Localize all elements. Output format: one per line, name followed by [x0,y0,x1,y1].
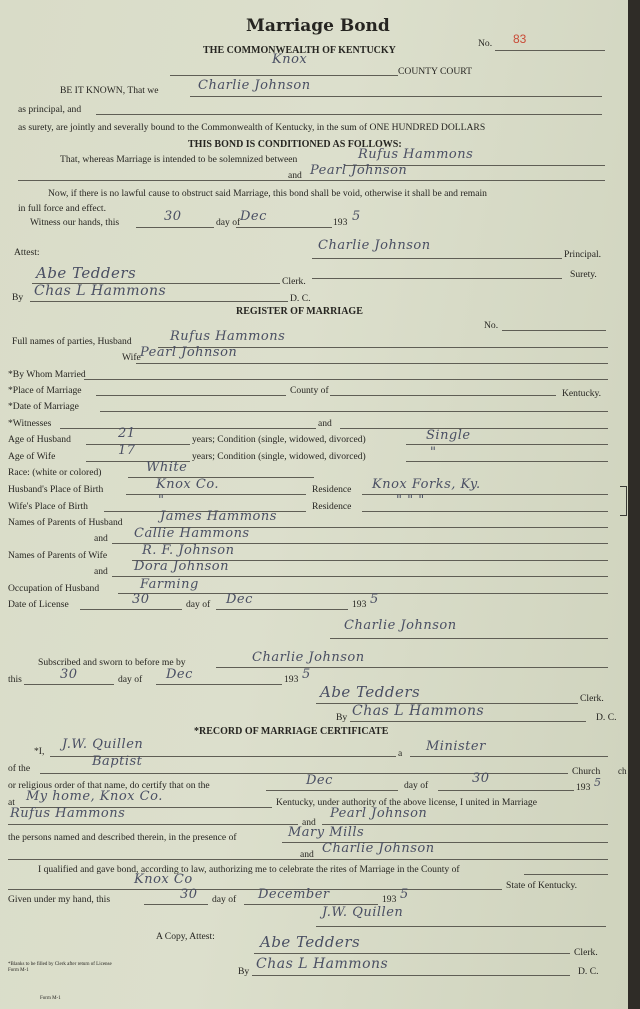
wife-birth-label: Wife's Place of Birth [8,501,88,512]
given-label: Given under my hand, this [8,894,111,905]
clerk-label: Clerk. [282,276,306,287]
line [136,227,214,228]
full-force-text: in full force and effect. [18,203,106,214]
line [236,227,332,228]
line [100,411,608,412]
bond-number: 83 [513,32,527,46]
license-month: Dec [226,592,253,607]
parent-h1: James Hammons [160,509,277,524]
applicant-signature: Charlie Johnson [344,618,457,633]
cert-and: and [302,817,316,828]
now-if-text: Now, if there is no lawful cause to obstruct said Marriage, this bond shall be void, otherwise it shall be and remain [48,188,487,199]
as-principal: as principal, and [18,104,82,115]
line [410,756,608,757]
bond-party2: Pearl Johnson [310,163,408,178]
line [126,494,306,495]
year-digit: 5 [352,209,361,224]
cert-day-of: day of [404,780,429,791]
husband-birth: Knox Co. [156,477,220,492]
subscribed-label: Subscribed and sworn to before me by [38,657,186,668]
line [136,363,608,364]
sworn-year-prefix: 193 [284,674,299,685]
sworn-day: 30 [60,667,78,682]
condition-husband: Single [426,428,471,443]
husband-birth-label: Husband's Place of Birth [8,484,104,495]
parents-wife-label: Names of Parents of Wife [8,550,108,561]
given-month: December [258,887,330,902]
occupation: Farming [140,577,199,592]
register-by: By [336,712,348,723]
parents-husband-label: Names of Parents of Husband [8,517,123,528]
given-day-of: day of [212,894,237,905]
race-label: Race: (white or colored) [8,467,102,478]
sworn-this: this [8,674,22,685]
margin-text: ch [618,766,627,776]
of-the-label: of the [8,763,31,774]
county-handwritten: Knox [272,52,308,67]
bond-no-line [495,50,605,51]
kentucky-label: Kentucky. [562,388,602,399]
parent-w2: Dora Johnson [134,559,230,574]
cert-location: My home, Knox Co. [26,789,163,804]
parent-w1: R. F. Johnson [142,543,235,558]
line [8,859,608,860]
at-label: at [8,797,15,808]
line [156,684,282,685]
condition-label: years; Condition (single, widowed, divorced) [192,434,366,445]
cert-witness2: Charlie Johnson [322,841,435,856]
page-edge-shadow [628,0,640,1009]
sworn-day-of: day of [118,674,143,685]
that-whereas: That, whereas Marriage is intended to be solemnized between [60,154,298,165]
register-heading: REGISTER OF MARRIAGE [236,306,363,317]
margin-bracket [620,486,627,516]
line [312,258,562,259]
register-clerk-label: Clerk. [580,693,604,704]
line [252,975,570,976]
wife-name: Pearl Johnson [140,345,238,360]
cert-dc-label: D. C. [578,966,599,977]
cert-county: Knox Co [134,872,193,887]
bond-clerk-name: Abe Tedders [36,264,137,282]
register-no-label: No. [484,320,499,331]
line [330,638,608,639]
officiant-title: Minister [426,739,486,754]
line [438,790,574,791]
register-dc-name: Chas L Hammons [352,703,485,719]
document-title: Marriage Bond [246,16,390,36]
sworn-year-digit: 5 [302,667,311,682]
place-label: *Place of Marriage [8,385,82,396]
by-whom-label: *By Whom Married [8,369,86,380]
witness-and: and [300,849,314,860]
day-of: day of [216,217,241,228]
witness-hands: Witness our hands, this [30,217,120,228]
officiant-name: J.W. Quillen [62,737,144,752]
condition-label-wife: years; Condition (single, widowed, divorced) [192,451,366,462]
certificate-heading: *RECORD OF MARRIAGE CERTIFICATE [194,726,389,737]
wife-residence: " " " [396,493,425,508]
race-value: White [146,460,188,475]
principal-label: Principal. [564,249,602,260]
line [8,889,502,890]
line [362,511,608,512]
cert-a: a [398,748,403,759]
line [254,953,570,954]
cert-witness1: Mary Mills [288,825,365,840]
county-line [170,75,398,76]
residence-label: Residence [312,484,352,495]
state-of-kentucky: State of Kentucky. [506,880,578,891]
line [316,926,606,927]
bond-day: 30 [164,209,182,224]
officiant-signature: J.W. Quillen [322,905,404,920]
husband-residence: Knox Forks, Ky. [372,477,481,492]
line [80,609,182,610]
condition-wife: " [430,445,437,460]
register-dc-label: D. C. [596,712,617,723]
persons-named-text: the persons named and described therein, in the presence of [8,832,237,843]
cert-by: By [238,966,250,977]
line [312,278,562,279]
license-year-digit: 5 [370,592,379,607]
parents-husband-and: and [94,533,108,544]
by-label: By [12,292,24,303]
parent-h2: Callie Hammons [134,526,250,541]
year-prefix: 193 [333,217,348,228]
footer-note-1: *Blanks to be filled by Clerk after return of License [8,962,112,967]
line [118,593,608,594]
cert-i: *I, [34,746,45,757]
county-of-label: County of [290,385,329,396]
line [322,824,608,825]
cert-day: 30 [472,771,490,786]
given-year-digit: 5 [400,887,409,902]
parents-wife-and: and [94,566,108,577]
line [216,609,348,610]
given-day: 30 [180,887,198,902]
be-it-known: BE IT KNOWN, That we [60,85,159,96]
line [144,904,208,905]
line [24,684,114,685]
line [190,96,602,97]
husband-name: Rufus Hammons [170,329,286,344]
date-marriage-label: *Date of Marriage [8,401,79,412]
license-day: 30 [132,592,150,607]
age-wife-label: Age of Wife [8,451,56,462]
line [96,114,602,115]
age-wife: 17 [118,443,136,458]
cert-clerk-label: Clerk. [574,947,598,958]
sworn-month: Dec [166,667,193,682]
copy-attest: A Copy, Attest: [156,931,215,942]
age-husband-label: Age of Husband [8,434,71,445]
church-label: Church [572,766,601,777]
line [60,428,316,429]
line [86,444,190,445]
bond-dc-name: Chas L Hammons [34,283,167,299]
cert-party1: Rufus Hammons [10,806,126,821]
register-clerk-name: Abe Tedders [320,683,421,701]
cert-year-prefix: 193 [576,782,591,793]
line [502,330,606,331]
wife-label: Wife [122,352,141,363]
line [216,667,608,668]
witnesses-label: *Witnesses [8,418,52,429]
license-day-of: day of [186,599,211,610]
bond-month: Dec [240,209,267,224]
occupation-label: Occupation of Husband [8,583,100,594]
qualified-text: I qualified and gave bond, according to law, authorizing me to celebrate the rites of Marriage in the County of [38,864,460,875]
line [524,874,608,875]
cert-year-digit: 5 [594,776,602,789]
cert-party2: Pearl Johnson [330,806,428,821]
church-name: Baptist [92,754,143,769]
witnesses-and: and [318,418,332,429]
footer-note-2: Form M-1 [8,968,29,973]
surety-label: Surety. [570,269,597,280]
line [406,461,608,462]
line [330,395,556,396]
license-year-prefix: 193 [352,599,367,610]
attest-label: Attest: [14,247,40,258]
religious-order-text: or religious order of that name, do certify that on the [8,780,210,791]
residence-label-wife: Residence [312,501,352,512]
commonwealth-heading: THE COMMONWEALTH OF KENTUCKY [203,45,396,56]
cert-clerk-name: Abe Tedders [260,933,361,951]
line [84,379,608,380]
cert-dc-name: Chas L Hammons [256,956,389,972]
wife-birth: " [158,493,165,508]
principal-signature: Charlie Johnson [318,238,431,253]
line [340,428,608,429]
footer-form: Form M-1 [40,996,61,1001]
as-surety: as surety, are jointly and severally bound to the Commonwealth of Kentucky, in the sum of ONE HUNDRED DOLLARS [18,122,486,133]
conditioned-heading: THIS BOND IS CONDITIONED AS FOLLOWS: [188,139,402,150]
line [350,721,586,722]
line [96,395,286,396]
dc-label: D. C. [290,293,311,304]
full-names-label: Full names of parties, Husband [12,336,132,347]
given-year-prefix: 193 [382,894,397,905]
county-court-label: COUNTY COURT [398,66,472,77]
line [266,790,398,791]
under-authority-text: Kentucky, under authority of the above license, I united in Marriage [276,797,537,808]
age-husband: 21 [118,426,136,441]
and-label: and [288,170,302,181]
bond-party1: Rufus Hammons [358,147,474,162]
line [18,180,605,181]
cert-month: Dec [306,773,333,788]
principal-name: Charlie Johnson [198,78,311,93]
date-license-label: Date of License [8,599,69,610]
line [8,824,298,825]
bond-no-label: No. [478,38,493,49]
line [30,301,288,302]
sworn-name: Charlie Johnson [252,650,365,665]
